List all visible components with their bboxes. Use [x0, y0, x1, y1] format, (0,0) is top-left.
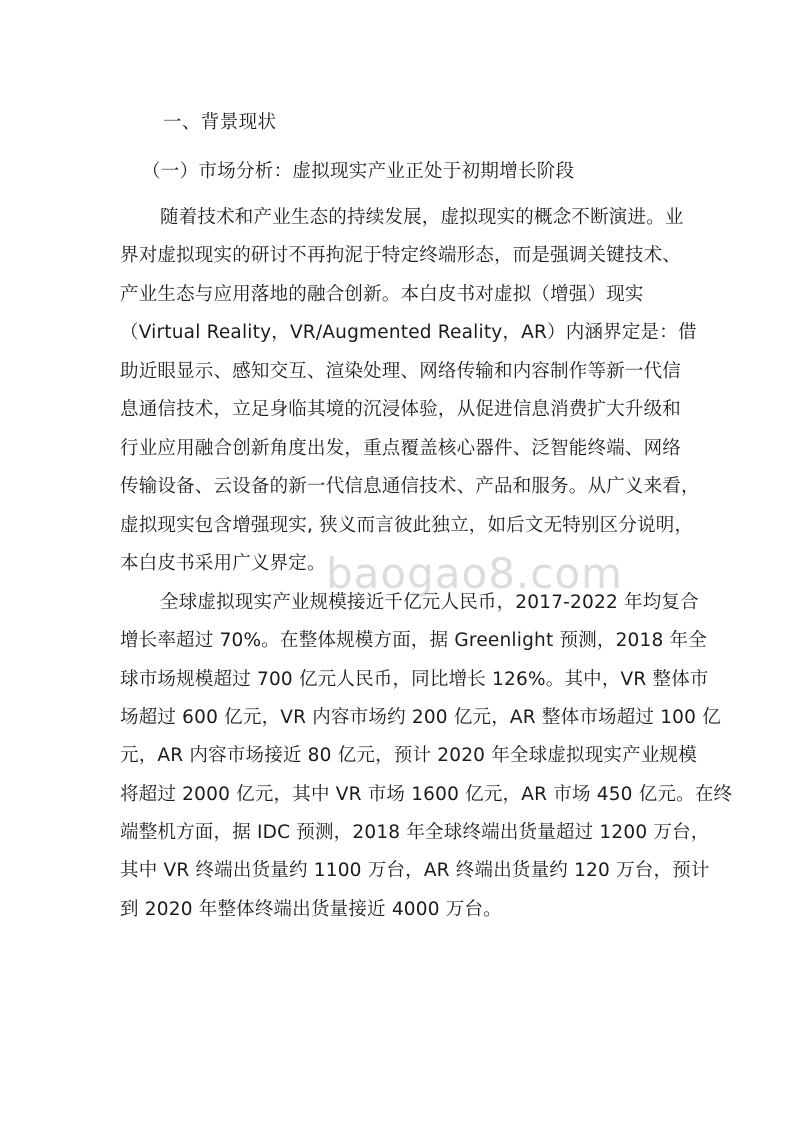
- paragraph-line: 端整机方面，据 IDC 预测，2018 年全球终端出货量超过 1200 万台，: [120, 822, 710, 843]
- paragraph-line: 息通信技术，立足身临其境的沉浸体验，从促进信息消费扩大升级和: [120, 399, 682, 420]
- paragraph-line: 虚拟现实包含增强现实, 狭义而言彼此独立，如后文无特别区分说明，: [120, 515, 694, 536]
- section-heading: 一、背景现状: [163, 112, 277, 133]
- paragraph-line: 其中 VR 终端出货量约 1100 万台，AR 终端出货量约 120 万台，预计: [120, 860, 710, 881]
- paragraph-line: 全球虚拟现实产业规模接近千亿元人民币，2017-2022 年均复合: [160, 592, 699, 613]
- watermark-text: baogao8.com: [326, 549, 623, 598]
- paragraph-line: 随着技术和产业生态的持续发展，虚拟现实的概念不断演进。业: [160, 207, 684, 228]
- paragraph-line: 行业应用融合创新角度出发，重点覆盖核心器件、泛智能终端、网络: [120, 438, 682, 459]
- paragraph-line: 增长率超过 70%。在整体规模方面，据 Greenlight 预测，2018 年全: [120, 630, 707, 651]
- paragraph-line: 元，AR 内容市场接近 80 亿元，预计 2020 年全球虚拟现实产业规模: [120, 745, 697, 766]
- paragraph-line: 助近眼显示、感知交互、渲染处理、网络传输和内容制作等新一代信: [120, 361, 682, 382]
- paragraph-line: 产业生态与应用落地的融合创新。本白皮书对虚拟（增强）现实: [120, 284, 644, 305]
- paragraph-line: 传输设备、云设备的新一代信息通信技术、产品和服务。从广义来看，: [120, 476, 700, 497]
- paragraph-line: 界对虚拟现实的研讨不再拘泥于特定终端形态，而是强调关键技术、: [120, 245, 682, 266]
- paragraph-line: 将超过 2000 亿元，其中 VR 市场 1600 亿元，AR 市场 450 亿元。在终: [120, 784, 733, 805]
- paragraph-line: （Virtual Reality，VR/Augmented Reality，AR）内涵界定是：借: [120, 322, 697, 343]
- paragraph-line: 球市场规模超过 700 亿元人民币，同比增长 126%。其中，VR 整体市: [120, 669, 709, 690]
- paragraph-line: 本白皮书采用广义界定。: [120, 553, 326, 574]
- subsection-heading: （一）市场分析：虚拟现实产业正处于初期增长阶段: [142, 161, 575, 182]
- paragraph-line: 场超过 600 亿元，VR 内容市场约 200 亿元，AR 整体市场超过 100 亿: [120, 707, 721, 728]
- paragraph-line: 到 2020 年整体终端出货量接近 4000 万台。: [120, 899, 502, 920]
